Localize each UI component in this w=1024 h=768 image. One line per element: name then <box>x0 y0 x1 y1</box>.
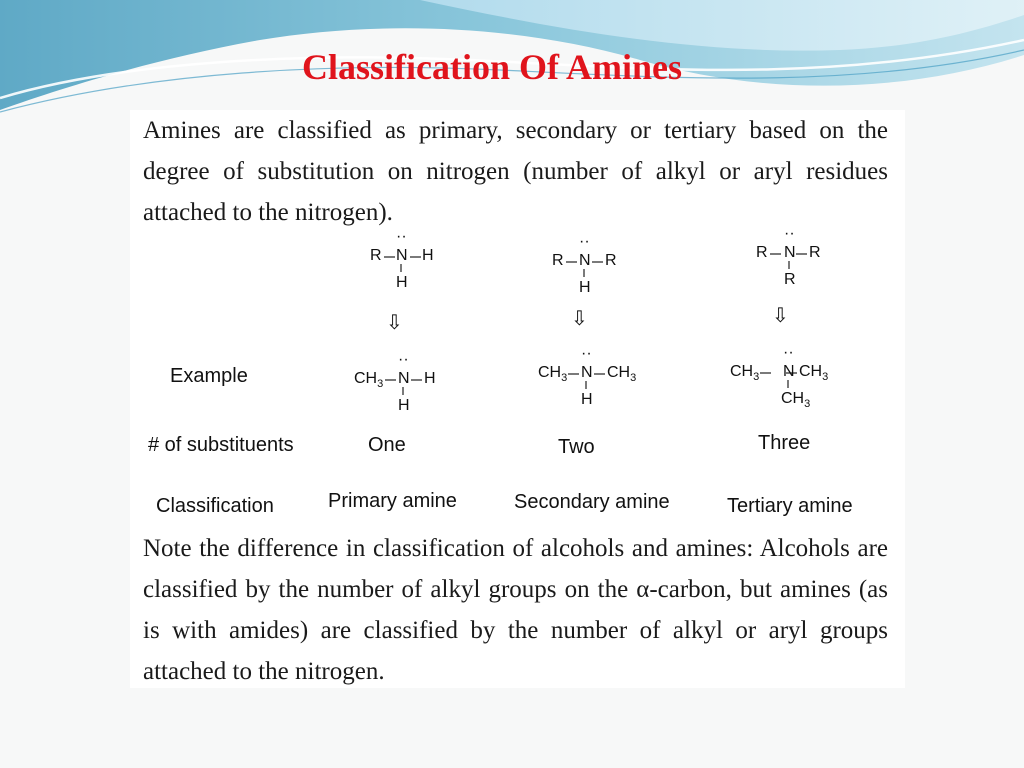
nitrogen-atom: N <box>784 244 796 261</box>
nitrogen-atom: N <box>783 363 795 380</box>
hydrogen-atom: H <box>396 274 408 291</box>
hydrogen-atom: H <box>424 370 436 387</box>
methyl-group: $CH_3$ <box>538 364 568 385</box>
row-label-classification: Classification <box>156 495 274 517</box>
methyl-group: $CH_3$ <box>730 363 760 384</box>
substituents-secondary: Two <box>558 436 595 458</box>
r-group: R <box>605 252 617 269</box>
r-group: R <box>756 244 768 261</box>
row-label-substituents: # of substituents <box>148 434 294 456</box>
lone-pair: ·· <box>396 228 407 245</box>
r-group: R <box>809 244 821 261</box>
classification-secondary: Secondary amine <box>514 491 670 513</box>
content-image <box>130 110 905 688</box>
nitrogen-atom: N <box>398 370 410 387</box>
nitrogen-atom: N <box>396 247 408 264</box>
down-arrow-icon: ⇩ <box>772 305 789 327</box>
nitrogen-atom: N <box>579 252 591 269</box>
intro-paragraph: Amines are classified as primary, secondary or tertiary based on the degree of substitution on nitrogen (number of alkyl or aryl residues attached to the nitrogen). <box>143 117 888 226</box>
r-group: R <box>552 252 564 269</box>
lone-pair: ·· <box>581 345 592 362</box>
hydrogen-atom: H <box>422 247 434 264</box>
hydrogen-atom: H <box>398 397 410 414</box>
slide-title: Classification Of Amines <box>301 47 682 87</box>
methyl-group: $CH_3$ <box>799 363 829 384</box>
classification-tertiary: Tertiary amine <box>727 495 853 517</box>
down-arrow-icon: ⇩ <box>571 308 588 330</box>
lone-pair: ·· <box>783 344 794 361</box>
down-arrow-icon: ⇩ <box>386 312 403 334</box>
classification-primary: Primary amine <box>328 490 457 512</box>
row-label-example: Example <box>170 365 248 387</box>
methyl-group: $CH_3$ <box>354 370 384 391</box>
lone-pair: ·· <box>784 225 795 242</box>
methyl-group: $CH_3$ <box>781 390 811 411</box>
methyl-group: $CH_3$ <box>607 364 637 385</box>
substituents-primary: One <box>368 434 406 456</box>
nitrogen-atom: N <box>581 364 593 381</box>
note-paragraph: Note the difference in classification of alcohols and amines: Alcohols are classified by the number of alkyl groups on the α-carbon, but amines (as is with amides) are classified by the number of alkyl or aryl groups attached to the nitrogen. <box>143 535 888 685</box>
hydrogen-atom: H <box>579 279 591 296</box>
lone-pair: ·· <box>579 233 590 250</box>
lone-pair: ·· <box>398 351 409 368</box>
substituents-tertiary: Three <box>758 432 811 454</box>
r-group: R <box>370 247 382 264</box>
r-group: R <box>784 271 796 288</box>
hydrogen-atom: H <box>581 391 593 408</box>
